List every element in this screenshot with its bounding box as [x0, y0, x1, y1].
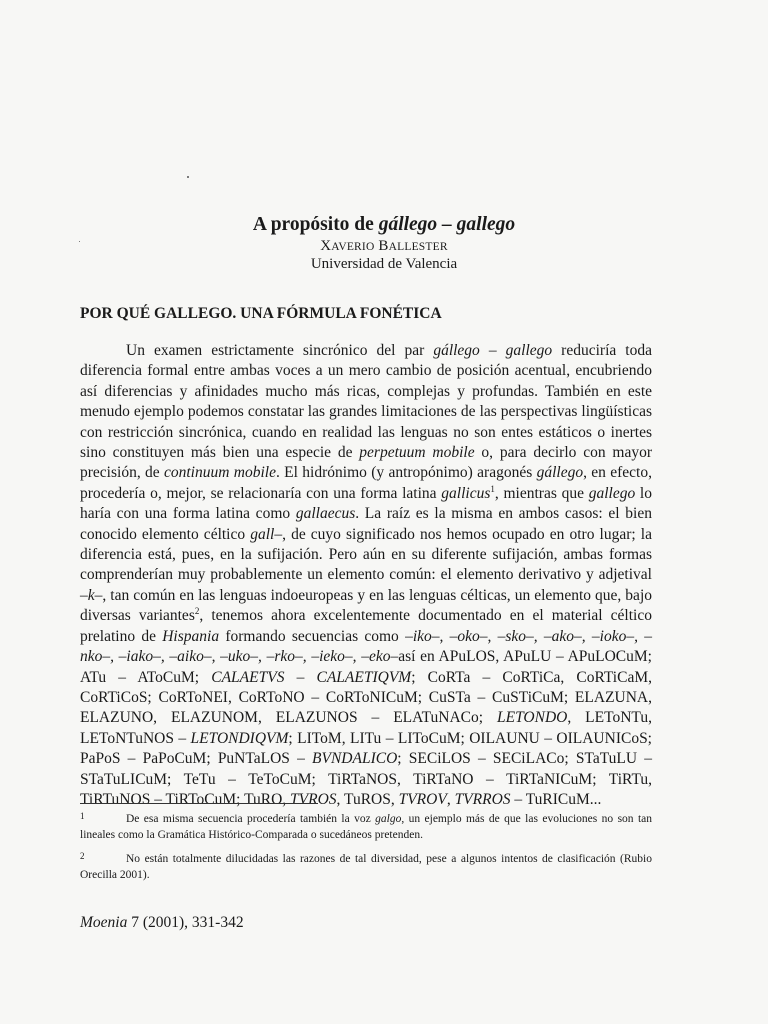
journal-citation: Moenia 7 (2001), 331-342 — [80, 914, 244, 931]
article-title: A propósito de gállego – gallego — [252, 214, 516, 235]
scan-speck — [187, 176, 189, 178]
journal-name: Moenia — [80, 914, 128, 931]
footnote-mark: 1 — [80, 811, 85, 821]
body-paragraph: Un examen estrictamente sincrónico del par gállego – gallego reduciría toda diferencia formal entre ambas voces a un mero cambio de posición acentual, encubriendo así diferencias y afinidades mucho más ricas, complejas y profundas. También en este menudo ejemplo podemos constatar las grandes limitaciones de las perspectivas lingüísticas con restricción sincrónica, cuando en realidad las lenguas no son entes estáticos o inertes sino constituyen más bien una especie de perpetuum mobile o, para decirlo con mayor precisión, de continuum mobile. El hidrónimo (y antropónimo) aragonés gállego, en efecto, procedería o, mejor, se relacionaría con una forma latina gallicus$^1$, mientras que gallego lo haría con una forma latina como gallaecus. La raíz es la misma en ambos casos: el bien conocido elemento céltico gall–, de cuyo significado nos hemos ocupado en otro lugar; la diferencia está, pues, en la sufijación. Pero aún en su diferente sufijación, ambas formas comprenderían muy probablemente un elemento común: el elemento derivativo y adjetival –k–, tan común en las lenguas indoeuropeas y en las lenguas célticas, un elemento que, bajo diversas variantes$^2$, tenemos ahora excelentemente documentado en el material céltico prelatino de Hispania formando secuencias como –iko–, –oko–, –sko–, –ako–, –ioko–, –nko–, –iako–, –aiko–, –uko–, –rko–, –ieko–, –eko–así en APuLOS, APuLU – APuLOCuM; ATu – AToCuM; CALAETVS – CALAETIQVM; CoRTa – CoRTiCa, CoRTiCaM, CoRTiCoS; CoRToNEI, CoRToNO – CoRToNICuM; CuSTa – CuSTiCuM; ELAZUNA, ELAZUNO, ELAZUNOM, ELAZUNOS – ELATuNACo; LETONDO, LEToNTu, LEToNTuNOS – LETONDIQVM; LIToM, LITu – LIToCuM; OILAUNU – OILAUNICoS; PaPoS – PaPoCuM; PuNTaLOS – BVNDALICO; SECiLOS – SECiLACo; STaTuLU – STaTuLICuM; TeTu – TeToCuM; TiRTaNOS, TiRTaNO – TiRTaNICuM; TiRTu, TiRTuNOS – TiRToCuM; TuRO, TVROS, TuROS, TVROV, TVRROS – TuRICuM... — [80, 342, 652, 808]
footnote-1: 1 De esa misma secuencia procedería también la voz galgo, un ejemplo más de que las evoluciones no son tan lineales como la Gramática Histórico-Comparada o sucedáneos pretenden. — [80, 811, 652, 843]
author-name: XAVERIO BALLESTER — [320, 238, 448, 254]
footnote-divider — [80, 803, 318, 804]
footnote-2: 2 No están totalmente dilucidadas las razones de tal diversidad, pese a algunos intentos de clasificación (Rubio Orecilla 2001). — [80, 851, 652, 883]
footnote-mark: 2 — [80, 851, 85, 861]
author-affiliation: Universidad de Valencia — [310, 256, 458, 272]
footnote-ref-2[interactable]: 2 — [194, 606, 200, 617]
section-heading: POR QUÉ GALLEGO. UNA FÓRMULA FONÉTICA — [80, 305, 442, 322]
footnote-ref-1[interactable]: 1 — [490, 483, 495, 494]
article-title-italic: gállego – gallego — [378, 214, 516, 235]
